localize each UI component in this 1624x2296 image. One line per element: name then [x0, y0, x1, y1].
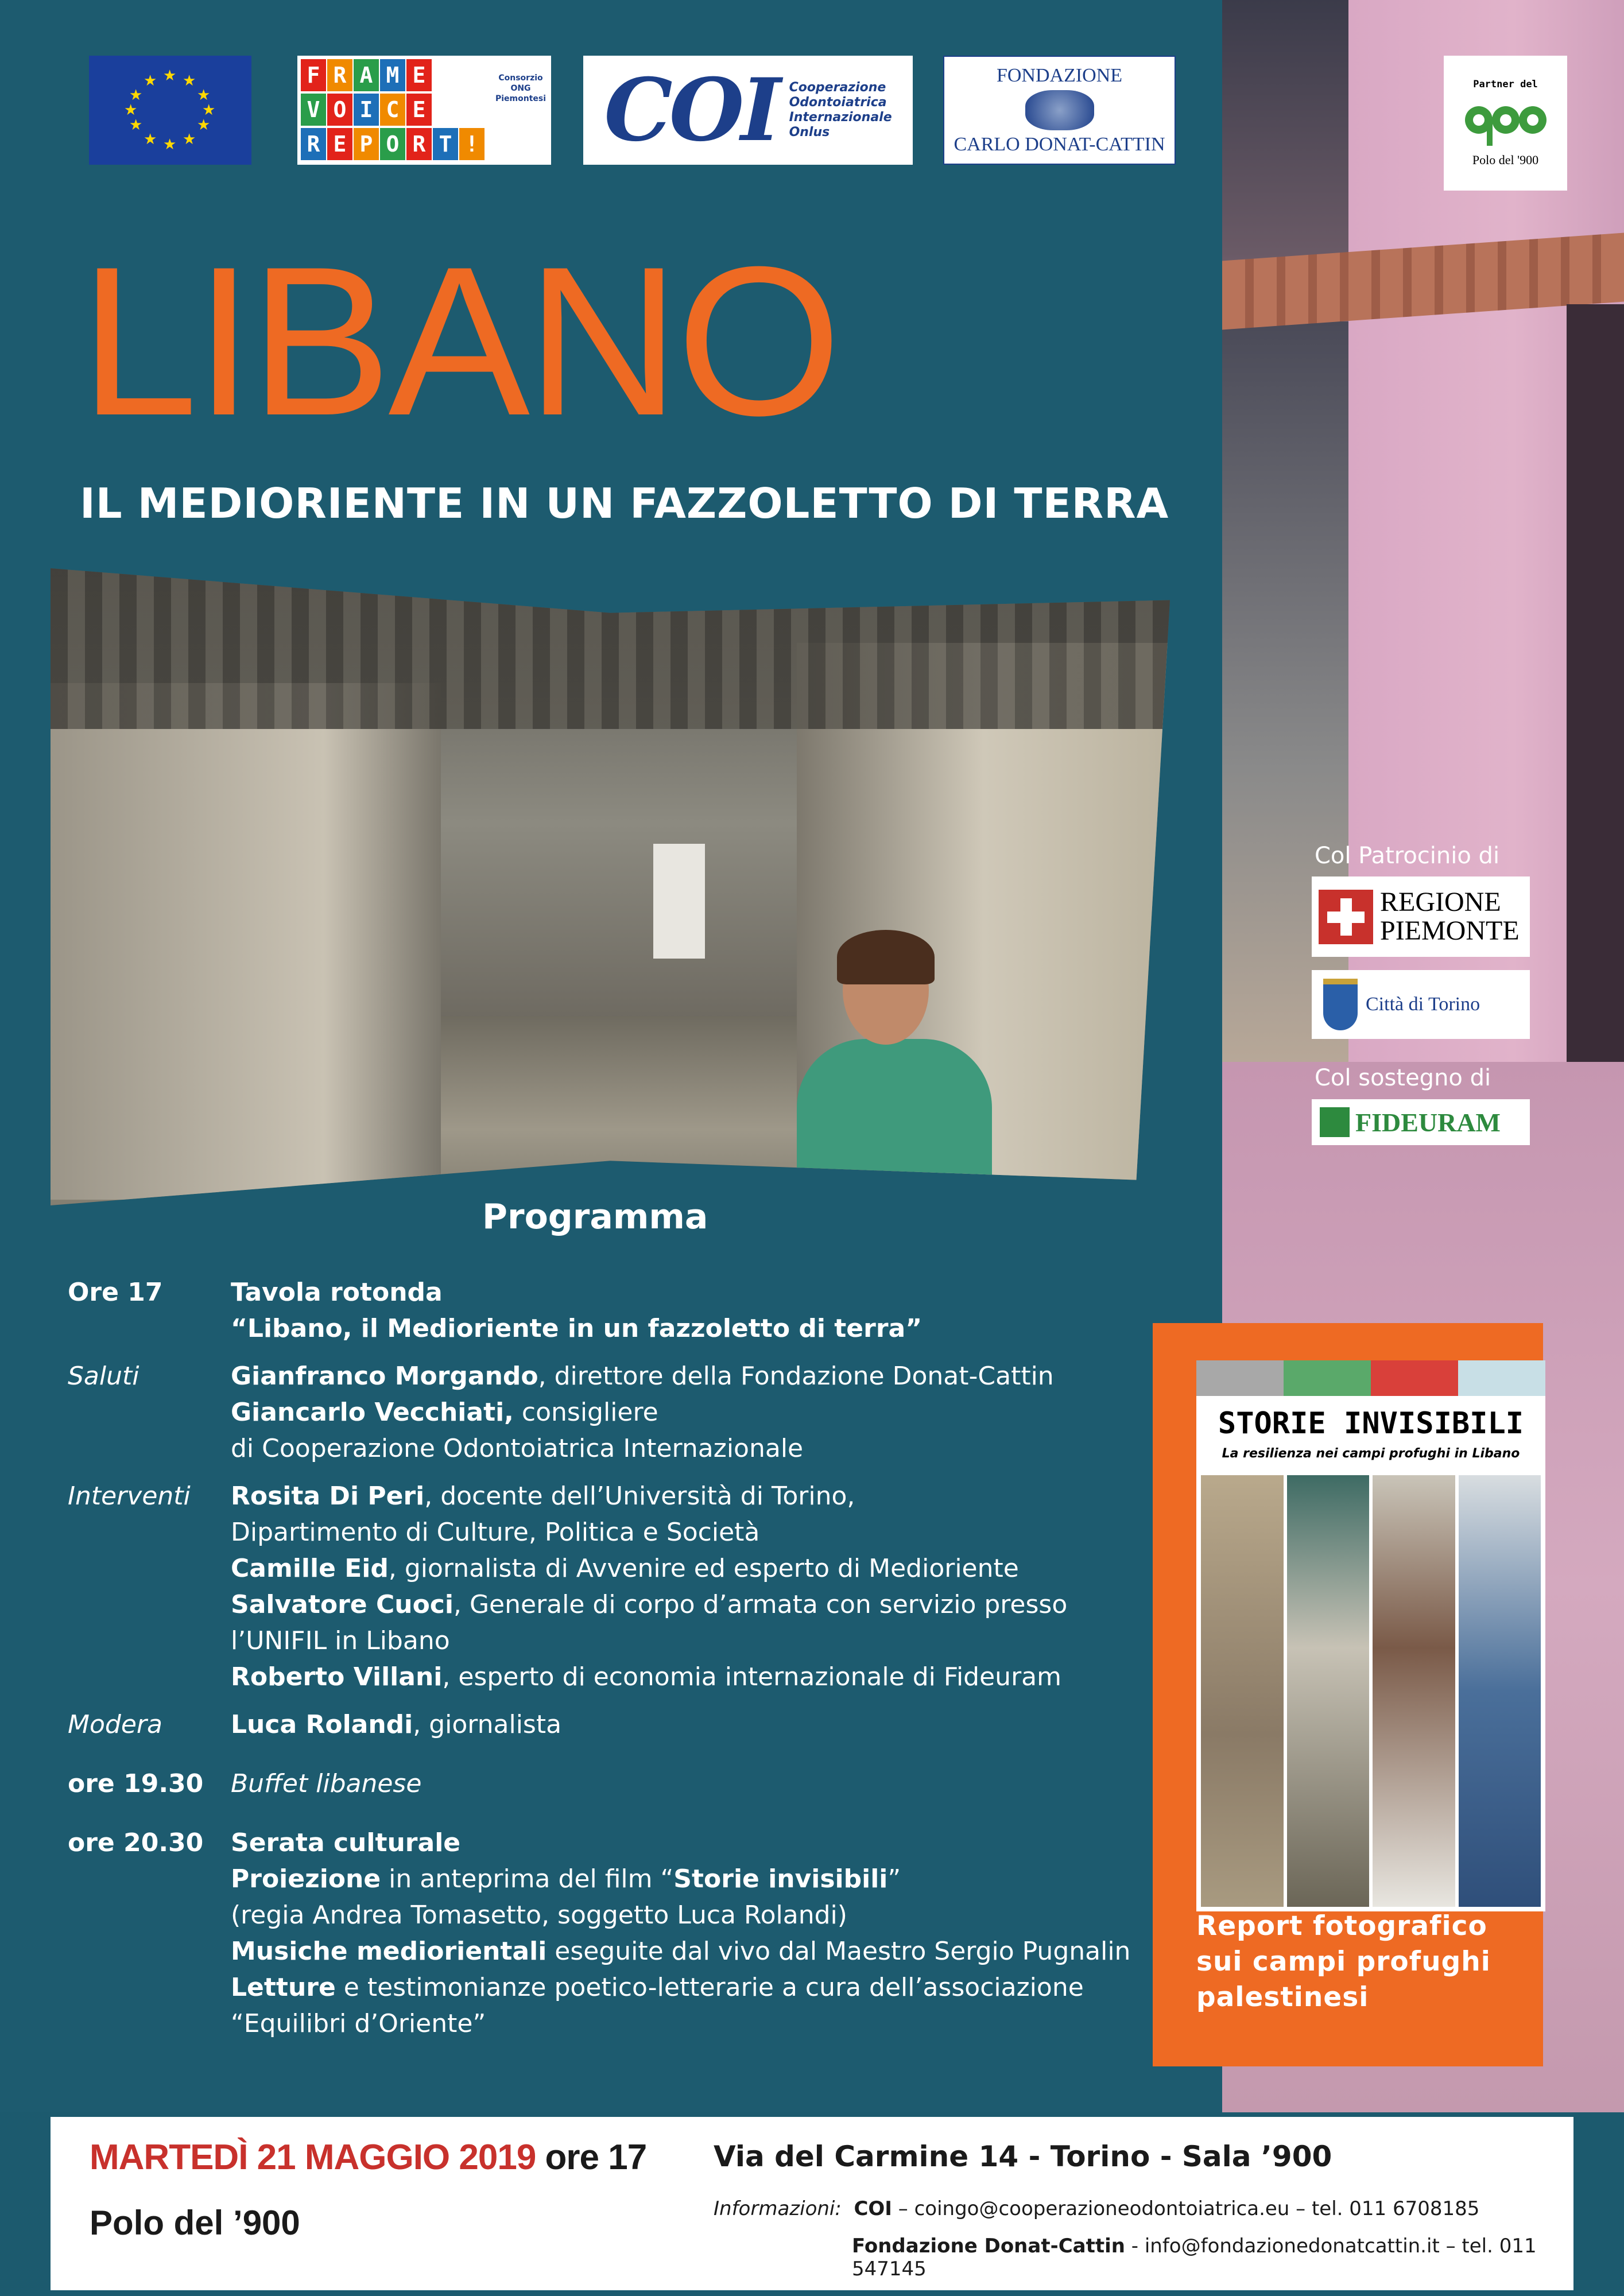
coi-text-line: Onlus [789, 125, 830, 139]
event-address: Via del Carmine 14 - Torino - Sala ’900 [714, 2140, 1332, 2173]
coi-text-line: Internazionale [789, 110, 892, 125]
film-title: Storie invisibili [673, 1864, 888, 1894]
cover-color-bar [1196, 1360, 1545, 1396]
fvr-letter: R [406, 128, 432, 160]
speaker-name: Gianfranco Morgando [231, 1362, 538, 1391]
program-item-quote: “Libano, il Medioriente in un fazzoletto di terra” [231, 1314, 923, 1343]
regione-piemonte-logo [1312, 876, 1530, 957]
fideuram-logo [1312, 1099, 1530, 1145]
program-time: ore 20.30 [68, 1828, 204, 1857]
program-entry-interventi [68, 1478, 1207, 1695]
program-activity-text: “Equilibri d’Oriente” [231, 2009, 486, 2038]
program-time: Ore 17 [68, 1278, 163, 1307]
program-activity-text: e testimonianze poetico-letterarie a cura dell’associazione [335, 1973, 1084, 2002]
program-entry-modera [68, 1707, 1207, 1743]
cover-photo-strips [1201, 1475, 1541, 1907]
child-figure [797, 936, 992, 1205]
speaker-name: Rosita Di Peri [231, 1481, 425, 1511]
partner-label: Partner del [1473, 79, 1538, 90]
program-time: ore 19.30 [68, 1769, 204, 1798]
book-caption: Report fotografico sui campi profughi palestinesi [1196, 1910, 1491, 2013]
program-entry-ore2030 [68, 1825, 1207, 2042]
polo-900-mark-icon [1463, 98, 1549, 147]
program-entry-ore1930 [68, 1766, 1207, 1802]
fideuram-label: FIDEURAM [1355, 1107, 1501, 1137]
program-section-label: Modera [68, 1710, 162, 1739]
program-activity-text: in anteprima del film “ [381, 1864, 674, 1894]
sostegno-label: Col sostegno di [1315, 1065, 1491, 1091]
coi-mark: COI [604, 60, 778, 161]
program-item-title: Serata culturale [231, 1828, 461, 1857]
fvr-letter: O [380, 128, 405, 160]
speaker-name: Luca Rolandi [231, 1710, 413, 1739]
speaker-role: , direttore della Fondazione Donat-Cattin [538, 1362, 1054, 1391]
programma-list [68, 1274, 1207, 2042]
polo-del-900-partner-logo [1444, 56, 1567, 191]
regione-line: PIEMONTE [1380, 916, 1520, 946]
piemonte-cross-icon [1319, 890, 1373, 944]
fvr-letter: E [406, 94, 432, 126]
fvr-letter: I [354, 94, 379, 126]
speaker-role: l’UNIFIL in Libano [231, 1626, 450, 1655]
coi-logo [583, 56, 913, 165]
info-org: Fondazione Donat-Cattin [852, 2235, 1125, 2258]
info-coi [714, 2197, 1479, 2220]
fvr-letter: E [327, 128, 352, 160]
speaker-role: consigliere [513, 1398, 658, 1427]
program-activity-text: ” [887, 1864, 901, 1894]
speaker-name: Camille Eid [231, 1554, 389, 1583]
page-subtitle: IL MEDIORIENTE IN UN FAZZOLETTO DI TERRA [80, 479, 1169, 528]
speaker-role: , esperto di economia internazionale di Fideuram [442, 1662, 1061, 1692]
fvr-letter: O [327, 94, 352, 126]
page-title: LIBANO [80, 223, 839, 460]
partner-name: Polo del '900 [1472, 153, 1539, 167]
info-contact: – coingo@cooperazioneodontoiatrica.eu – tel. 011 6708185 [892, 2197, 1480, 2220]
fvr-letter: R [301, 128, 326, 160]
fvr-letter: A [354, 59, 379, 91]
storie-invisibili-book-panel [1153, 1323, 1543, 2066]
info-org: COI [854, 2197, 892, 2220]
film-credits: (regia Andrea Tomasetto, soggetto Luca Rolandi) [231, 1901, 847, 1930]
speaker-role: , giornalista [413, 1710, 562, 1739]
program-section-label: Interventi [68, 1481, 191, 1511]
coi-text-line: Odontoiatrica [789, 95, 887, 110]
fvr-consortium: Consorzio ONG Piemontesi [495, 73, 546, 103]
citta-di-torino-logo [1312, 970, 1530, 1039]
speaker-role: di Cooperazione Odontoiatrica Internazionale [231, 1434, 804, 1463]
fvr-letter: ! [459, 128, 485, 160]
coi-text-line: Cooperazione [789, 80, 886, 95]
fondazione-donat-cattin-logo [943, 56, 1176, 165]
fondazione-line2: CARLO DONAT-CATTIN [954, 134, 1165, 155]
programma-title: Programma [482, 1197, 708, 1237]
speaker-role: , docente dell’Università di Torino, [424, 1481, 855, 1511]
fvr-row-report [301, 128, 548, 161]
coi-text [789, 80, 892, 140]
program-item-title: Buffet libanese [231, 1769, 422, 1798]
speaker-name: Roberto Villani [231, 1662, 443, 1692]
program-activity: Letture [231, 1973, 336, 2002]
program-activity: Musiche mediorientali [231, 1937, 547, 1966]
fondazione-emblem-icon [1025, 90, 1094, 130]
program-item-title: Tavola rotonda [231, 1278, 443, 1307]
patrocinio-label: Col Patrocinio di [1315, 843, 1500, 869]
program-activity-text: eseguite dal vivo dal Maestro Sergio Pugnalin [546, 1937, 1131, 1966]
fondazione-line1: FONDAZIONE [996, 65, 1123, 86]
fvr-letter: T [433, 128, 458, 160]
torino-shield-icon [1323, 979, 1358, 1030]
program-activity: Proiezione [231, 1864, 381, 1894]
program-entry-ore17 [68, 1274, 1207, 1347]
frame-voice-report-logo [297, 56, 551, 165]
event-date [90, 2137, 646, 2178]
event-venue: Polo del ’900 [90, 2204, 300, 2242]
info-label: Informazioni: [714, 2197, 842, 2220]
info-contact: - info@fondazionedonatcattin.it – tel. 011 547145 [852, 2235, 1537, 2281]
fvr-letter: V [301, 94, 326, 126]
speaker-role: , Generale di corpo d’armata con servizio presso [453, 1590, 1068, 1619]
speaker-role: , giornalista di Avvenire ed esperto di Medioriente [388, 1554, 1019, 1583]
book-subtitle: La resilienza nei campi profughi in Libano [1222, 1446, 1520, 1461]
book-cover [1196, 1360, 1545, 1911]
fvr-letter: P [354, 128, 379, 160]
regione-line: REGIONE [1380, 887, 1501, 917]
program-section-label: Saluti [68, 1362, 139, 1391]
eu-flag-logo: ★ ★ ★ ★ ★ ★ ★ ★ ★ ★ ★ ★ [89, 56, 251, 165]
event-time: ore 17 [536, 2138, 647, 2177]
fvr-letter: R [327, 59, 352, 91]
fvr-letter: F [301, 59, 326, 91]
footer-info-bar [51, 2117, 1573, 2290]
fvr-letter: C [380, 94, 405, 126]
event-date-text: MARTEDÌ 21 MAGGIO 2019 [90, 2138, 536, 2177]
refugee-camp-corridor-photo [51, 568, 1170, 1205]
speaker-name: Salvatore Cuoci [231, 1590, 454, 1619]
book-title: STORIE INVISIBILI [1218, 1406, 1524, 1441]
program-entry-saluti [68, 1358, 1207, 1467]
citta-label: Città di Torino [1366, 994, 1480, 1015]
speaker-role: Dipartimento di Culture, Politica e Società [231, 1518, 760, 1547]
speaker-name: Giancarlo Vecchiati, [231, 1398, 514, 1427]
fvr-letter: M [380, 59, 405, 91]
fvr-letter: E [406, 59, 432, 91]
info-fondazione [852, 2235, 1573, 2281]
fideuram-square-icon [1320, 1107, 1350, 1137]
